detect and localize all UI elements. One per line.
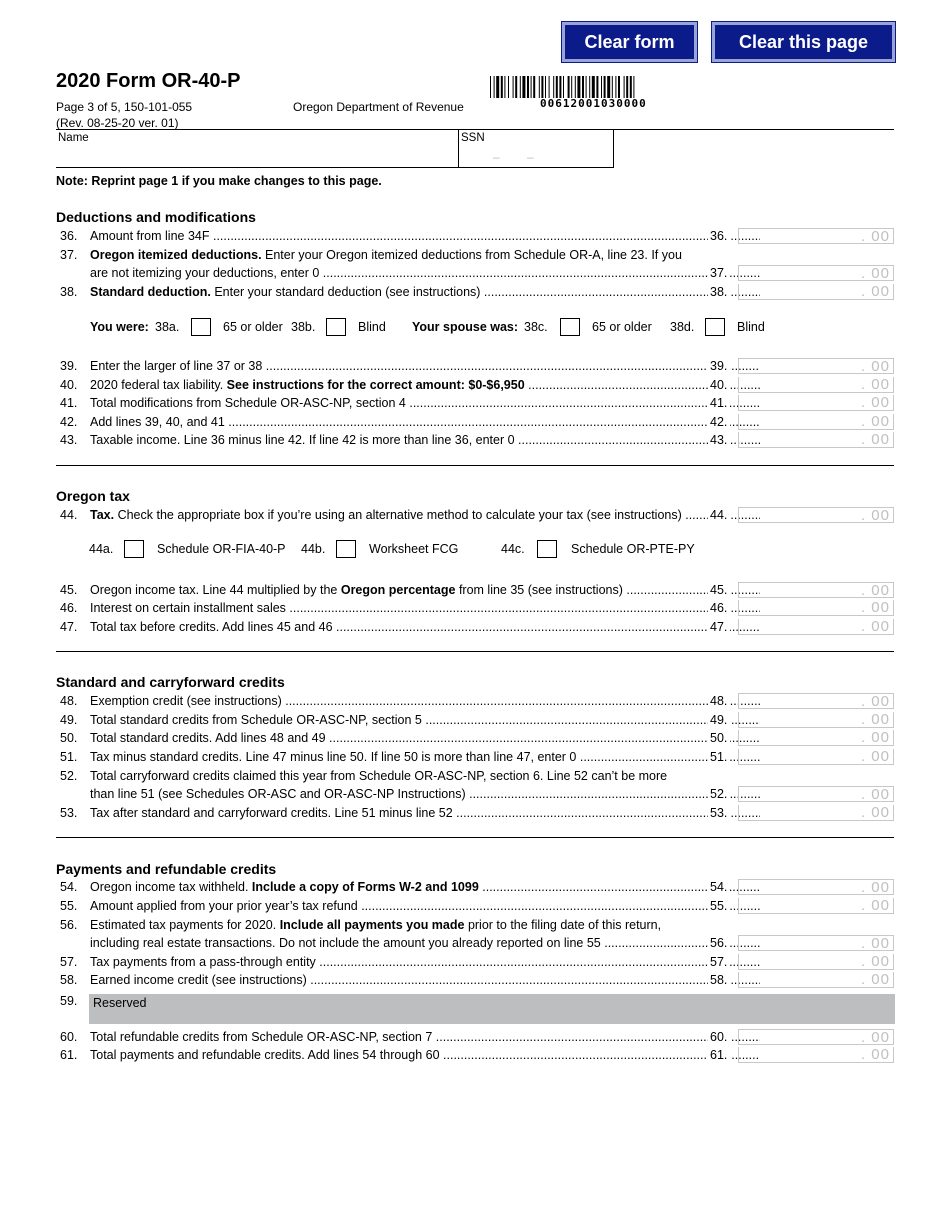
amount-field-48[interactable] — [738, 693, 894, 709]
barcode-bar — [515, 76, 517, 98]
line-bold-text: Oregon itemized deductions. — [90, 248, 262, 262]
barcode-bar — [633, 76, 634, 98]
line-description: Total standard credits. Add lines 48 and 49 ..... — [90, 731, 760, 745]
barcode-image — [490, 76, 702, 98]
barcode-bar — [508, 76, 509, 98]
cents-placeholder: . 00 — [860, 971, 890, 988]
line-description: Tax minus standard credits. Line 47 minus line 50. If line 50 is more than line 47, enter 0 ..... — [90, 750, 760, 764]
you-were-label: You were: — [90, 320, 149, 334]
line-ref: 58. — [708, 973, 730, 987]
line-description: Tax after standard and carryforward credits. Line 51 minus line 52 ..... — [90, 806, 760, 820]
clear-this-page-button[interactable]: Clear this page — [712, 22, 895, 62]
line-number: 53. — [60, 806, 78, 820]
reserved-row — [89, 994, 895, 1024]
amount-field-53[interactable] — [738, 805, 894, 821]
line-number: 42. — [60, 415, 78, 429]
barcode-bar — [522, 76, 525, 98]
cents-placeholder: . 00 — [860, 283, 890, 300]
cents-placeholder: . 00 — [860, 618, 890, 635]
line-text: Enter your standard deduction (see instructions) — [210, 285, 481, 299]
line-39 — [56, 359, 894, 377]
line-description: Total payments and refundable credits. Add lines 54 through 60 ..... — [90, 1048, 760, 1062]
line-ref: 60. — [708, 1030, 730, 1044]
line-ref: 42. — [708, 415, 730, 429]
cents-placeholder: . 00 — [860, 394, 890, 411]
barcode-bar — [520, 76, 521, 98]
line-number: 47. — [60, 620, 78, 634]
barcode-bar — [533, 76, 535, 98]
line-text: Estimated tax payments for 2020. — [90, 918, 280, 932]
line-ref: 50. — [708, 731, 730, 745]
barcode-bar — [556, 76, 558, 98]
cents-placeholder: . 00 — [860, 748, 890, 765]
barcode-bar — [577, 76, 580, 98]
line-bold-text: Include all payments you made — [279, 918, 465, 932]
checkbox-44a[interactable] — [124, 540, 144, 558]
barcode-bar — [571, 76, 572, 98]
line-description — [90, 285, 760, 299]
barcode-bar — [490, 76, 491, 98]
line-ref: 53. — [708, 806, 730, 820]
barcode-bar — [541, 76, 543, 98]
line-number: 56. — [60, 918, 78, 932]
line-ref: 47. — [708, 620, 730, 634]
line-bold-text: Standard deduction. — [90, 285, 211, 299]
line-52 — [56, 769, 894, 787]
line-description: Total standard credits from Schedule OR-ASC-NP, section 5 ..... — [90, 713, 760, 727]
barcode-bar — [553, 76, 554, 98]
line-ref: 41. — [708, 396, 730, 410]
checkbox-44a-text: Schedule OR-FIA-40-P — [157, 542, 286, 556]
ssn-separator: – — [527, 150, 534, 164]
revision-info: (Rev. 08-25-20 ver. 01) — [56, 116, 179, 130]
amount-field-56[interactable] — [738, 935, 894, 951]
line-number: 39. — [60, 359, 78, 373]
checkbox-38a-label: 38a. — [155, 320, 180, 334]
taxpayer-info-box — [56, 129, 894, 167]
line-48 — [56, 694, 894, 712]
line-number: 38. — [60, 285, 78, 299]
line-52-cont — [56, 787, 894, 805]
line-ref: 54. — [708, 880, 730, 894]
barcode-bar — [527, 76, 529, 98]
line-number: 51. — [60, 750, 78, 764]
checkbox-38a[interactable] — [191, 318, 211, 336]
line-44 — [56, 508, 894, 526]
barcode-bar — [624, 76, 625, 98]
line-text: from line 35 (see instructions) — [455, 583, 623, 597]
spouse-was-label: Your spouse was: — [412, 320, 519, 334]
cents-placeholder: . 00 — [860, 358, 890, 375]
line-description: Add lines 39, 40, and 41 ..... — [90, 415, 760, 429]
section-credits: Standard and carryforward credits — [56, 674, 285, 690]
checkbox-44b-label: 44b. — [301, 542, 326, 556]
line-description — [90, 918, 760, 932]
checkbox-44c-label: 44c. — [501, 542, 525, 556]
barcode-bar — [531, 76, 532, 98]
cents-placeholder: . 00 — [860, 935, 890, 952]
barcode-bar — [559, 76, 561, 98]
checkbox-44c-text: Schedule OR-PTE-PY — [571, 542, 695, 556]
line-number: 60. — [60, 1030, 78, 1044]
barcode-bar — [607, 76, 610, 98]
checkbox-38a-text: 65 or older — [223, 320, 283, 334]
checkbox-38c-label: 38c. — [524, 320, 548, 334]
checkbox-38d-label: 38d. — [670, 320, 695, 334]
line-text: Oregon income tax withheld. — [90, 880, 252, 894]
line-number: 54. — [60, 880, 78, 894]
line-ref: 39. — [708, 359, 730, 373]
amount-field-42[interactable] — [738, 414, 894, 430]
line-description: Amount applied from your prior year’s tax refund ..... — [90, 899, 760, 913]
checkbox-38d-text: Blind — [737, 320, 765, 334]
reprint-note: Note: Reprint page 1 if you make changes to this page. — [56, 174, 382, 188]
line-43 — [56, 433, 894, 451]
barcode-bar — [630, 76, 632, 98]
barcode-bar — [626, 76, 628, 98]
line-bold-text: See instructions for the correct amount: $0-$6,950 — [226, 378, 525, 392]
cents-placeholder: . 00 — [860, 786, 890, 803]
line-ref: 45. — [708, 583, 730, 597]
line-56 — [56, 918, 894, 936]
checkbox-44b[interactable] — [336, 540, 356, 558]
barcode-bar — [596, 76, 598, 98]
barcode-bar — [575, 76, 576, 98]
checkbox-44b-text: Worksheet FCG — [369, 542, 459, 556]
line-number: 55. — [60, 899, 78, 913]
department-name: Oregon Department of Revenue — [293, 100, 464, 114]
line-ref: 43. — [708, 433, 730, 447]
line-number: 41. — [60, 396, 78, 410]
cents-placeholder: . 00 — [860, 599, 890, 616]
page-info: Page 3 of 5, 150-101-055 — [56, 100, 193, 114]
line-ref: 36. — [708, 229, 730, 243]
line-49 — [56, 713, 894, 731]
cents-placeholder: . 00 — [860, 804, 890, 821]
line-number: 52. — [60, 769, 78, 783]
checkbox-38b-text: Blind — [358, 320, 386, 334]
line-description: Amount from line 34F ..... — [90, 229, 760, 243]
barcode-bar — [586, 76, 587, 98]
barcode-bar — [618, 76, 620, 98]
line-ref: 46. — [708, 601, 730, 615]
barcode-bar — [612, 76, 613, 98]
line-description — [90, 508, 760, 522]
line-37 — [56, 248, 894, 266]
checkbox-38c-text: 65 or older — [592, 320, 652, 334]
cents-placeholder: . 00 — [860, 897, 890, 914]
barcode-bar — [615, 76, 616, 98]
line-ref: 48. — [708, 694, 730, 708]
line-61 — [56, 1048, 894, 1066]
cents-placeholder: . 00 — [860, 1029, 890, 1046]
line-ref: 38. — [708, 285, 730, 299]
section-divider — [56, 651, 894, 652]
amount-field-47[interactable] — [738, 619, 894, 635]
line-text: Enter your Oregon itemized deductions from Schedule OR-A, line 23. If you — [261, 248, 682, 262]
line-description: Interest on certain installment sales ..... — [90, 601, 760, 615]
line-description: Enter the larger of line 37 or 38 ..... — [90, 359, 760, 373]
cents-placeholder: . 00 — [860, 413, 890, 430]
checkbox-44c[interactable] — [537, 540, 557, 558]
barcode-bar — [545, 76, 546, 98]
barcode-bar — [504, 76, 505, 98]
line-40 — [56, 378, 894, 396]
line-60 — [56, 1030, 894, 1048]
line-description — [90, 880, 760, 894]
cents-placeholder: . 00 — [860, 265, 890, 282]
barcode-bar — [582, 76, 584, 98]
checkbox-38b-label: 38b. — [291, 320, 316, 334]
reserved-label: Reserved — [93, 996, 147, 1010]
line-ref: 44. — [708, 508, 730, 522]
barcode-bar — [604, 76, 606, 98]
line-text: Oregon income tax. Line 44 multiplied by the — [90, 583, 341, 597]
section-divider — [56, 837, 894, 838]
cents-placeholder: . 00 — [860, 729, 890, 746]
line-description: Earned income credit (see instructions) ..... — [90, 973, 760, 987]
line-ref: 61. — [708, 1048, 730, 1062]
amount-field-52[interactable] — [738, 786, 894, 802]
line-number: 46. — [60, 601, 78, 615]
cents-placeholder: . 00 — [860, 507, 890, 524]
line-description: Tax payments from a pass-through entity ..... — [90, 955, 760, 969]
cents-placeholder: . 00 — [860, 582, 890, 599]
line-42 — [56, 415, 894, 433]
amount-field-49[interactable] — [738, 712, 894, 728]
line-57 — [56, 955, 894, 973]
cents-placeholder: . 00 — [860, 376, 890, 393]
line-ref: 37. — [708, 266, 730, 280]
amount-field-45[interactable] — [738, 582, 894, 598]
clear-form-button[interactable]: Clear form — [562, 22, 697, 62]
line-ref: 49. — [708, 713, 730, 727]
checkbox-row-38 — [90, 318, 850, 338]
line-37-cont — [56, 266, 894, 284]
amount-field-40[interactable] — [738, 377, 894, 393]
line-text: 2020 federal tax liability. — [90, 378, 227, 392]
barcode-bar — [494, 76, 495, 98]
line-number: 49. — [60, 713, 78, 727]
line-number: 48. — [60, 694, 78, 708]
checkbox-44a-label: 44a. — [89, 542, 114, 556]
line-description: are not itemizing your deductions, enter 0 ..... — [90, 266, 760, 280]
line-58 — [56, 973, 894, 991]
line-bold-text: Include a copy of Forms W-2 and 1099 — [251, 880, 479, 894]
line-number: 59. — [60, 994, 78, 1008]
line-ref: 57. — [708, 955, 730, 969]
checkbox-row-44 — [90, 540, 850, 560]
line-number: 50. — [60, 731, 78, 745]
line-56-cont — [56, 936, 894, 954]
line-ref: 40. — [708, 378, 730, 392]
section-payments: Payments and refundable credits — [56, 861, 277, 877]
line-54 — [56, 880, 894, 898]
amount-field-39[interactable] — [738, 358, 894, 374]
cents-placeholder: . 00 — [860, 431, 890, 448]
amount-field-55[interactable] — [738, 898, 894, 914]
cents-placeholder: . 00 — [860, 953, 890, 970]
form-title: 2020 Form OR-40-P — [56, 70, 241, 92]
checkbox-38b[interactable] — [326, 318, 346, 336]
line-47 — [56, 620, 894, 638]
barcode-bar — [589, 76, 590, 98]
amount-field-54[interactable] — [738, 879, 894, 895]
amount-field-57[interactable] — [738, 954, 894, 970]
barcode-bar — [592, 76, 595, 98]
line-description: Total tax before credits. Add lines 45 and 46 ..... — [90, 620, 760, 634]
line-51 — [56, 750, 894, 768]
section-oregon-tax: Oregon tax — [56, 488, 130, 504]
name-label: Name — [58, 132, 89, 144]
line-50 — [56, 731, 894, 749]
barcode-bar — [568, 76, 570, 98]
ssn-separator: – — [493, 150, 500, 164]
amount-field-41[interactable] — [738, 395, 894, 411]
line-bold-text: Oregon percentage — [340, 583, 456, 597]
line-number: 45. — [60, 583, 78, 597]
line-ref: 56. — [708, 936, 730, 950]
line-description: Total carryforward credits claimed this year from Schedule OR-ASC-NP, section 6. Line 52 can’t be more — [90, 769, 668, 783]
cents-placeholder: . 00 — [860, 228, 890, 245]
amount-field-37[interactable] — [738, 265, 894, 281]
barcode-bar — [513, 76, 514, 98]
line-ref: 52. — [708, 787, 730, 801]
line-description: Total modifications from Schedule OR-ASC-NP, section 4 ..... — [90, 396, 760, 410]
amount-field-38[interactable] — [738, 284, 894, 300]
cents-placeholder: . 00 — [860, 711, 890, 728]
amount-field-44[interactable] — [738, 507, 894, 523]
barcode-bar — [549, 76, 550, 98]
amount-field-58[interactable] — [738, 972, 894, 988]
amount-field-46[interactable] — [738, 600, 894, 616]
line-46 — [56, 601, 894, 619]
line-description — [90, 248, 760, 262]
line-36 — [56, 229, 894, 247]
amount-field-43[interactable] — [738, 432, 894, 448]
line-number: 61. — [60, 1048, 78, 1062]
cents-placeholder: . 00 — [860, 879, 890, 896]
line-text: prior to the filing date of this return, — [464, 918, 662, 932]
amount-field-36[interactable] — [738, 228, 894, 244]
barcode-bar — [539, 76, 540, 98]
line-55 — [56, 899, 894, 917]
line-description: Total refundable credits from Schedule OR-ASC-NP, section 7 ..... — [90, 1030, 760, 1044]
amount-field-60[interactable] — [738, 1029, 894, 1045]
barcode-bar — [496, 76, 499, 98]
line-bold-text: Tax. — [90, 508, 115, 522]
barcode-number: 00612001030000 — [540, 97, 647, 110]
line-41 — [56, 396, 894, 414]
barcode-bar — [501, 76, 503, 98]
barcode-bar — [563, 76, 564, 98]
ssn-label: SSN — [461, 132, 485, 144]
line-description: Exemption credit (see instructions) ..... — [90, 694, 760, 708]
line-ref: 51. — [708, 750, 730, 764]
line-description: including real estate transactions. Do not include the amount you already reported on line 55 ..... — [90, 936, 760, 950]
line-number: 36. — [60, 229, 78, 243]
amount-field-61[interactable] — [738, 1047, 894, 1063]
section-divider — [56, 465, 894, 466]
line-53 — [56, 806, 894, 824]
line-description — [90, 378, 760, 392]
ssn-field[interactable] — [458, 130, 614, 168]
line-number: 44. — [60, 508, 78, 522]
line-text: Check the appropriate box if you’re using an alternative method to calculate your tax (see instructions) — [114, 508, 682, 522]
line-ref: 55. — [708, 899, 730, 913]
checkbox-38d[interactable] — [705, 318, 725, 336]
line-number: 57. — [60, 955, 78, 969]
barcode-bar — [601, 76, 602, 98]
cents-placeholder: . 00 — [860, 1046, 890, 1063]
line-number: 58. — [60, 973, 78, 987]
name-field[interactable] — [56, 130, 458, 168]
line-number: 40. — [60, 378, 78, 392]
line-description: than line 51 (see Schedules OR-ASC and OR-ASC-NP Instructions) ..... — [90, 787, 760, 801]
line-number: 37. — [60, 248, 78, 262]
section-deductions: Deductions and modifications — [56, 209, 256, 225]
line-45 — [56, 583, 894, 601]
line-number: 43. — [60, 433, 78, 447]
amount-field-51[interactable] — [738, 749, 894, 765]
checkbox-38c[interactable] — [560, 318, 580, 336]
amount-field-50[interactable] — [738, 730, 894, 746]
cents-placeholder: . 00 — [860, 693, 890, 710]
line-38 — [56, 285, 894, 303]
line-description: Taxable income. Line 36 minus line 42. If line 42 is more than line 36, enter 0 ..... — [90, 433, 760, 447]
line-description — [90, 583, 760, 597]
